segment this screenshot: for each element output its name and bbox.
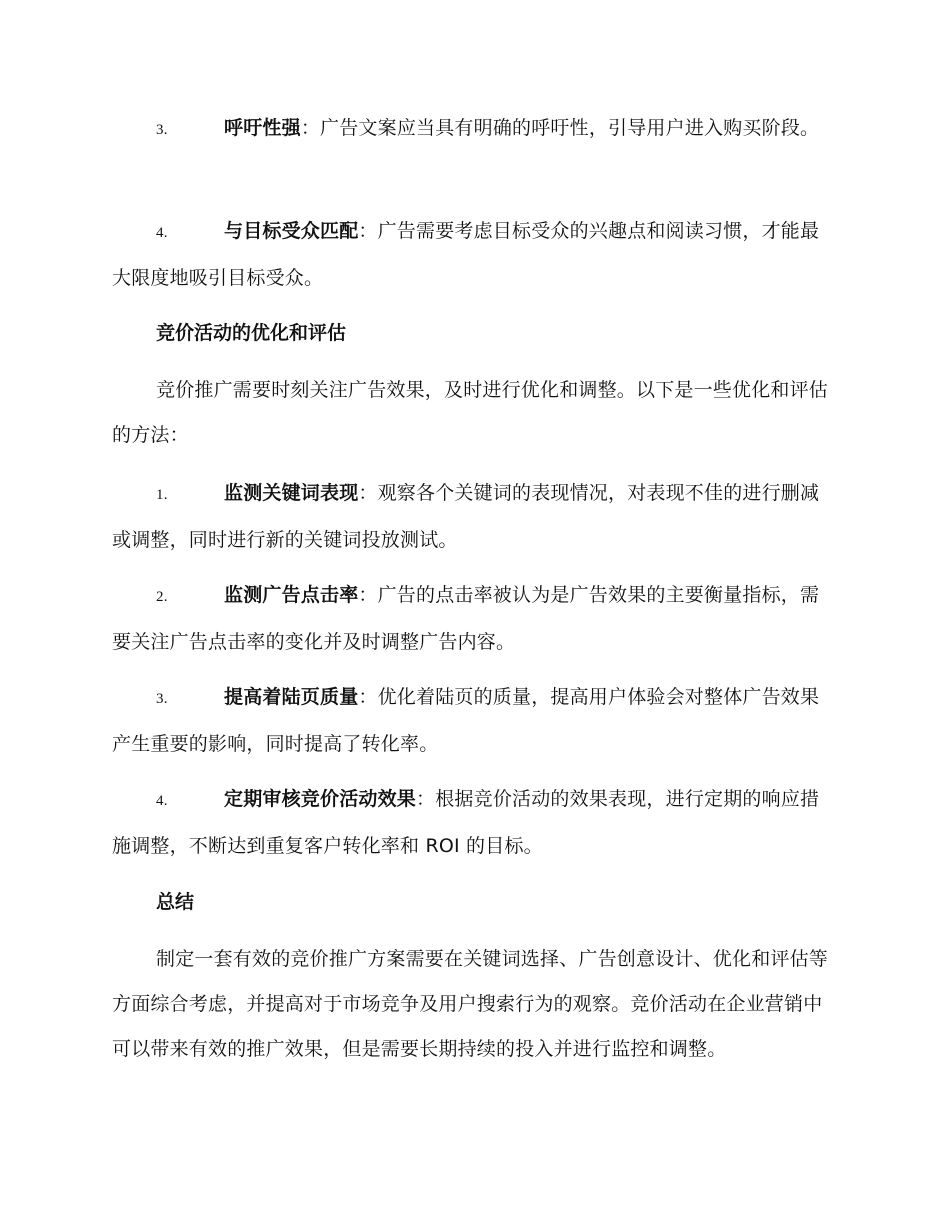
list-term: 监测广告点击率 <box>224 584 359 606</box>
list-number: 4. <box>156 793 168 809</box>
list-text: 广告需要考虑目标受众的兴趣点和阅读习惯，才能最大限度地吸引目标受众。 <box>112 220 820 289</box>
section-intro-paragraph: 竞价推广需要时刻关注广告效果，及时进行优化和调整。以下是一些优化和评估的方法： <box>112 379 829 446</box>
list-term: 呼吁性强 <box>224 117 301 139</box>
list-term: 提高着陆页质量 <box>224 686 359 708</box>
list-number: 4. <box>156 225 168 241</box>
list-text: 广告文案应当具有明确的呼吁性，引导用户进入购买阶段。 <box>320 117 820 139</box>
summary-paragraph: 制定一套有效的竞价推广方案需要在关键词选择、广告创意设计、优化和评估等方面综合考虑，并提高对于市场竞争及用户搜索行为的观察。竞价活动在企业营销中可以带来有效的推广效果，但是需要长期持续的投入并进行监控和调整。 <box>112 948 829 1060</box>
list-number: 2. <box>156 589 168 605</box>
list-term: 监测关键词表现 <box>224 482 359 504</box>
list-item <box>112 573 836 665</box>
list-separator: ： <box>358 220 378 242</box>
list-item <box>112 777 836 869</box>
list-item <box>112 675 836 767</box>
list-separator: ： <box>300 117 321 139</box>
list-separator: ： <box>358 686 378 708</box>
list-separator: ： <box>358 482 378 504</box>
list-term: 定期审核竞价活动效果 <box>224 788 417 810</box>
list-number: 1. <box>156 487 168 503</box>
list-text: 广告的点击率被认为是广告效果的主要衡量指标，需要关注广告点击率的变化并及时调整广告内容。 <box>112 584 820 653</box>
section-heading-summary: 总结 <box>156 891 195 913</box>
section-heading-optimize: 竞价活动的优化和评估 <box>156 322 347 344</box>
list-separator: ： <box>358 584 378 606</box>
list-text: 优化着陆页的质量，提高用户体验会对整体广告效果产生重要的影响，同时提高了转化率。 <box>112 686 820 755</box>
list-number: 3. <box>156 122 168 138</box>
list-item <box>112 209 836 301</box>
list-separator: ： <box>416 788 436 810</box>
list-text: 观察各个关键词的表现情况，对表现不佳的进行删减或调整，同时进行新的关键词投放测试。 <box>112 482 820 551</box>
list-number: 3. <box>156 691 168 707</box>
list-text: 根据竞价活动的效果表现，进行定期的响应措施调整，不断达到重复客户转化率和 ROI 的目标。 <box>112 788 820 857</box>
list-item <box>112 471 836 563</box>
list-item <box>112 106 836 153</box>
list-term: 与目标受众匹配 <box>224 220 359 242</box>
